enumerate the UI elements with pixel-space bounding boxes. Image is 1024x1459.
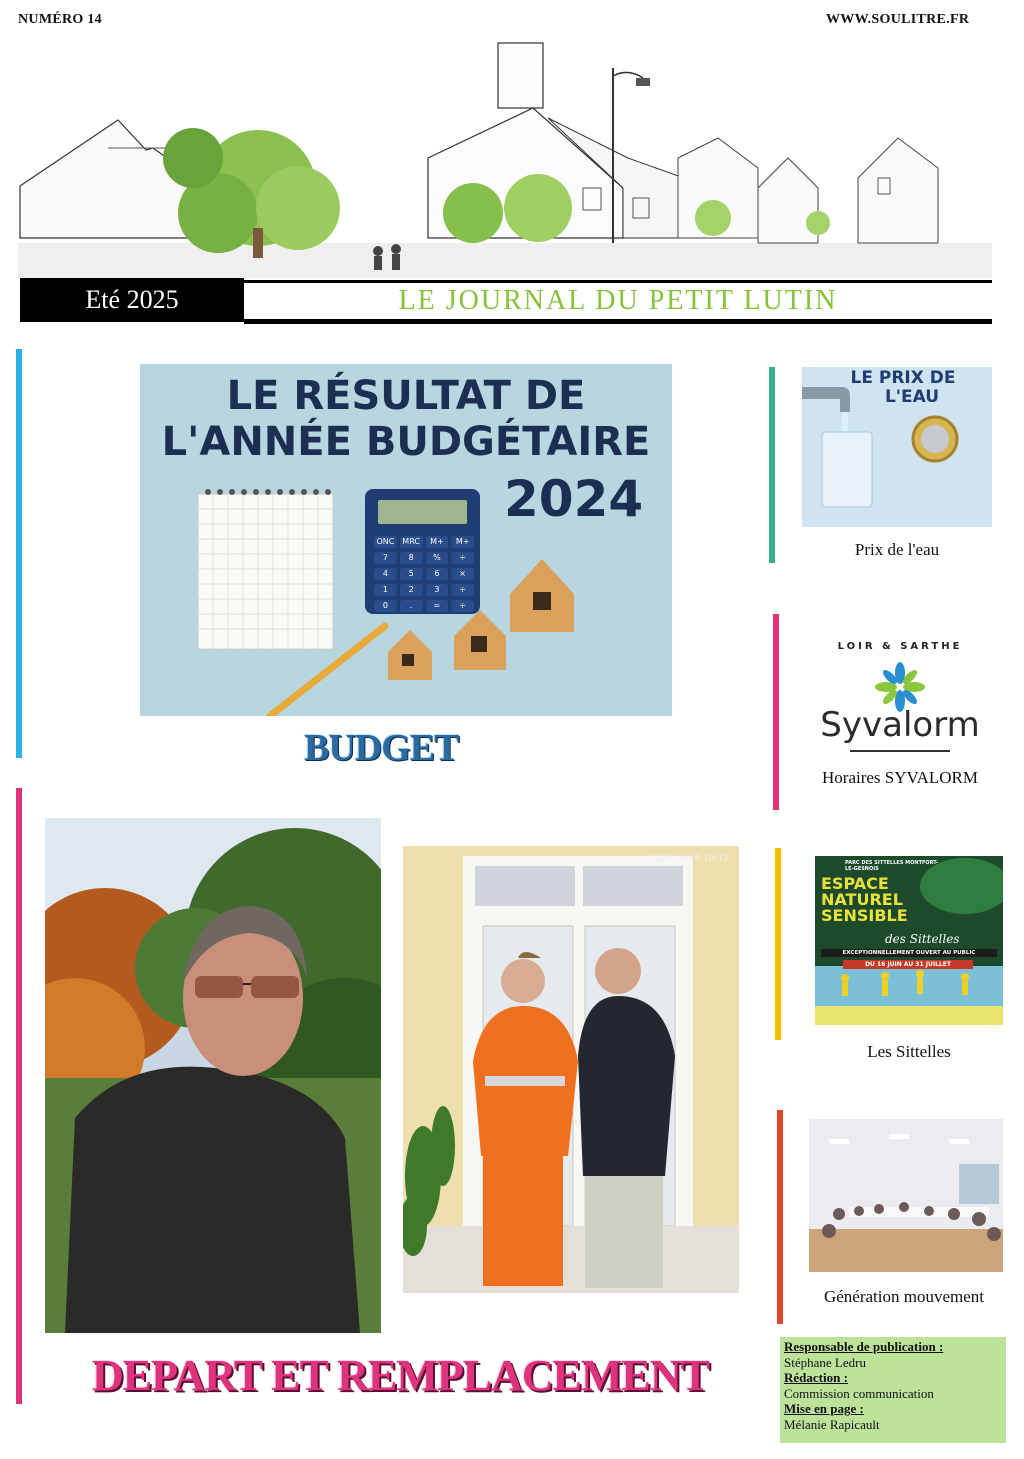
publication-credits [780, 1337, 1006, 1443]
calculator-key: MRC [400, 536, 423, 548]
budget-image-year: 2024 [504, 470, 644, 528]
calculator-key: 2 [400, 584, 423, 596]
issue-number: NUMÉRO 14 [18, 12, 102, 27]
redaction-label: Rédaction : [784, 1370, 848, 1386]
redaction-name: Commission communication [784, 1385, 934, 1401]
calculator-key: . [400, 600, 423, 612]
journal-title: LE JOURNAL DU PETIT LUTIN [244, 280, 992, 324]
calculator-key: + [451, 600, 474, 612]
replacement-photo[interactable] [403, 846, 739, 1293]
budget-title-line2: L'ANNÉE BUDGÉTAIRE [161, 419, 651, 465]
photo-timestamp: 2025.06.16 10:17 [648, 854, 729, 864]
syvalorm-caption[interactable]: Horaires SYVALORM [822, 768, 978, 787]
accent-bar-depart [16, 788, 22, 1404]
budget-title-line1: LE RÉSULTAT DE [226, 373, 586, 419]
accent-bar-generation [777, 1110, 783, 1324]
calculator-key: M+ [451, 536, 474, 548]
calculator-key: 5 [400, 568, 423, 580]
syvalorm-logo[interactable] [810, 637, 990, 757]
calculator-key: + [451, 584, 474, 596]
publication-label: Responsable de publication : [784, 1339, 944, 1354]
calculator-key: 1 [374, 584, 397, 596]
calculator-key: 0 [374, 600, 397, 612]
water-price-image-text [802, 369, 992, 407]
accent-bar-sittelles [775, 848, 781, 1040]
sittelles-poster-title [821, 876, 908, 924]
sittelles-dates: DU 16 JUIN AU 31 JUILLET [843, 960, 973, 969]
layout-name: Mélanie Rapicault [784, 1416, 880, 1432]
depart-caption[interactable]: DEPART ET REMPLACEMENT [92, 1351, 709, 1400]
sittelles-poster[interactable] [815, 856, 1003, 1025]
calculator-key: 4 [374, 568, 397, 580]
sittelles-poster-top: PARC DES SITTELLES MONTFORT-LE-GESNOIS [845, 860, 939, 872]
village-sketch-illustration [18, 38, 992, 278]
calculator-key: 3 [426, 584, 449, 596]
sittelles-line2: NATUREL [821, 890, 903, 909]
season-label: Eté 2025 [20, 278, 244, 322]
calculator-key: ÷ [451, 552, 474, 564]
calculator-key: 7 [374, 552, 397, 564]
water-price-image[interactable] [802, 367, 992, 527]
calculator-key: × [451, 568, 474, 580]
publication-name: Stéphane Ledru [784, 1354, 866, 1370]
sittelles-line3: SENSIBLE [821, 906, 908, 925]
accent-bar-syvalorm [773, 614, 779, 810]
generation-mouvement-photo[interactable] [809, 1119, 1003, 1272]
calculator-key: 6 [426, 568, 449, 580]
website-url[interactable]: WWW.SOULITRE.FR [826, 12, 970, 27]
calculator-key: = [426, 600, 449, 612]
calculator-key: ONC [374, 536, 397, 548]
sittelles-line1: ESPACE [821, 874, 889, 893]
syvalorm-name: Syvalorm [820, 705, 980, 745]
water-price-line1: LE PRIX DE [850, 368, 956, 388]
calculator-key: M+ [426, 536, 449, 548]
sittelles-line4: des Sittelles [885, 932, 960, 946]
sittelles-caption[interactable]: Les Sittelles [867, 1042, 951, 1061]
calculator-key: 8 [400, 552, 423, 564]
layout-label: Mise en page : [784, 1401, 864, 1417]
portrait-photo-depart[interactable] [45, 818, 381, 1333]
budget-caption[interactable]: BUDGET [304, 727, 459, 769]
accent-bar-eau [769, 367, 775, 563]
water-price-line2: L'EAU [884, 387, 940, 407]
sittelles-banner: EXCEPTIONNELLEMENT OUVERT AU PUBLIC [821, 949, 997, 957]
generation-mouvement-caption[interactable]: Génération mouvement [823, 1287, 985, 1306]
calculator-keypad [374, 536, 474, 612]
accent-bar-budget [16, 349, 22, 758]
syvalorm-arc-text: LOIR & SARTHE [837, 641, 963, 652]
water-price-caption[interactable]: Prix de l'eau [854, 540, 940, 559]
calculator-key: % [426, 552, 449, 564]
budget-image-title [140, 373, 672, 465]
